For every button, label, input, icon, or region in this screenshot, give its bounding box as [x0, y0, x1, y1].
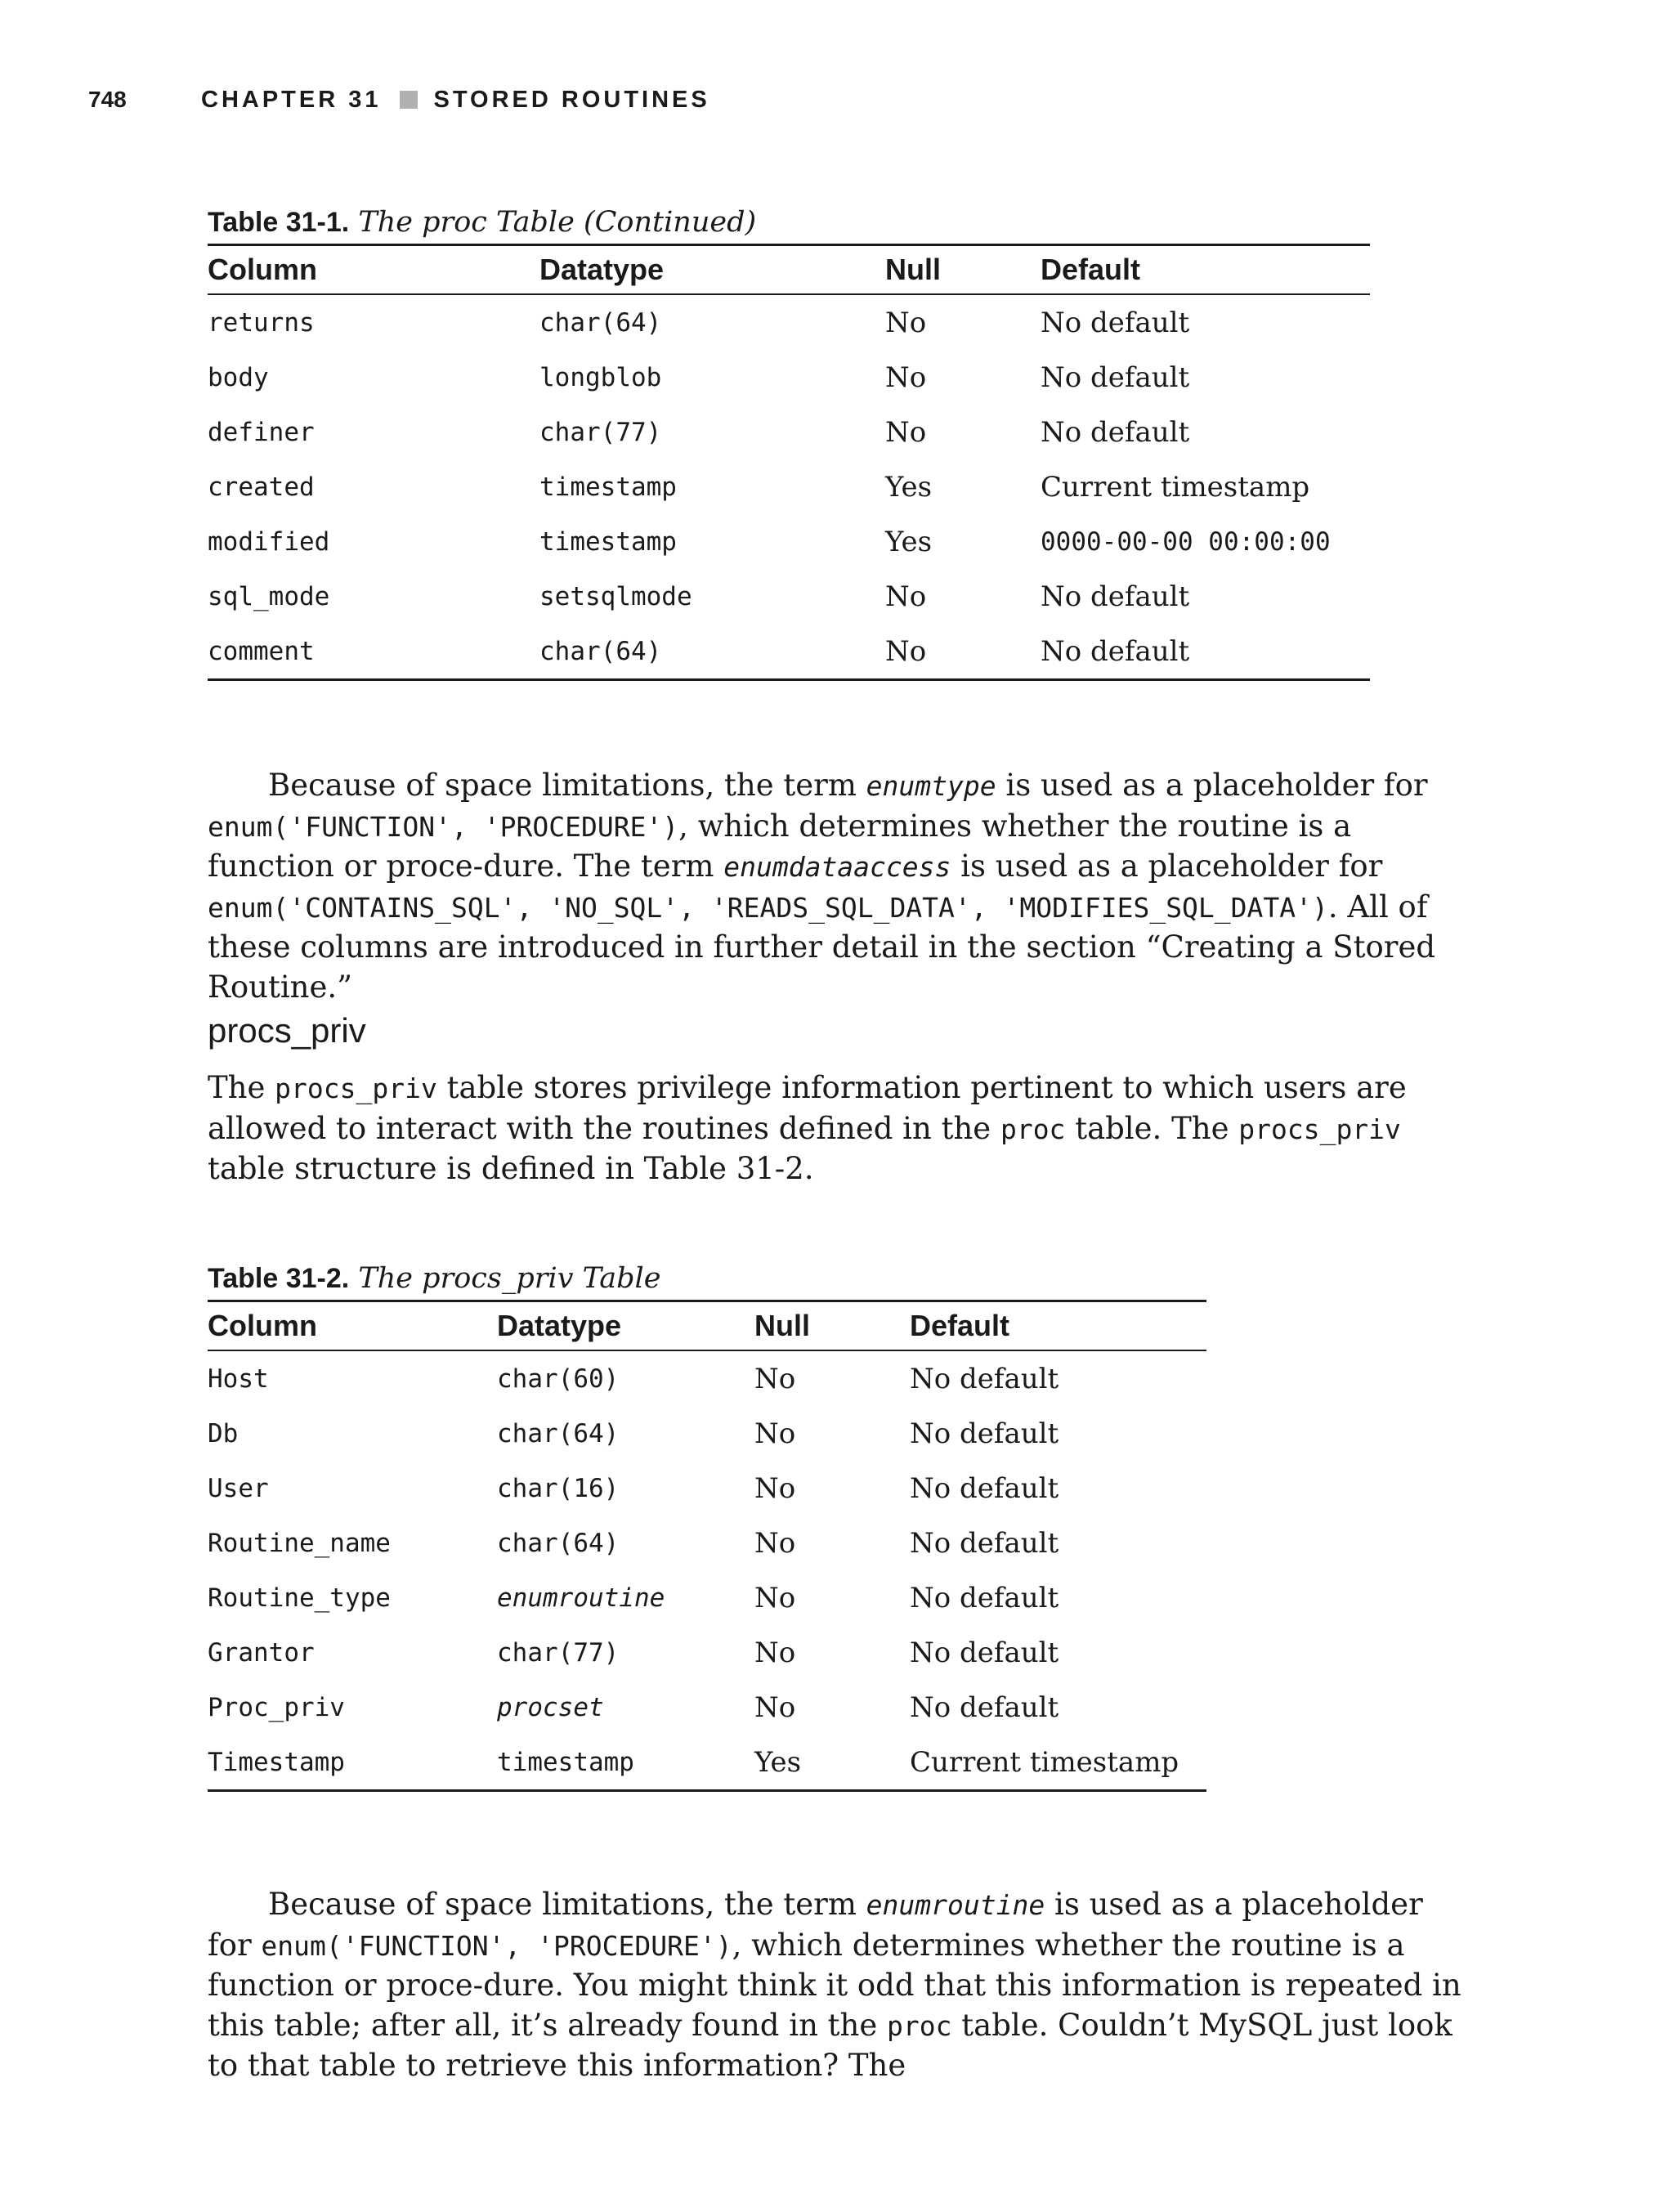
cell-null: No: [885, 306, 927, 339]
header-square-icon: [400, 91, 418, 109]
cell-datatype: char(64): [539, 636, 662, 666]
table-row: [208, 1461, 1206, 1516]
table-row: [208, 624, 1370, 678]
table-row: [208, 1516, 1206, 1570]
cell-datatype: enumroutine: [497, 1583, 665, 1613]
cell-default: No default: [910, 1471, 1059, 1505]
code-term: procs_priv: [275, 1072, 437, 1104]
cell-null: No: [754, 1636, 796, 1669]
cell-datatype: setsqlmode: [539, 581, 692, 611]
cell-column: Grantor: [208, 1637, 315, 1668]
cell-null: No: [754, 1362, 796, 1395]
cell-datatype: timestamp: [539, 472, 677, 502]
text-run: Because of space limitations, the term: [268, 768, 866, 803]
column-header: Datatype: [539, 253, 665, 286]
cell-datatype: char(64): [497, 1418, 620, 1449]
cell-default: No default: [1041, 580, 1190, 613]
cell-null: No: [885, 415, 927, 449]
text-run: table. Couldn’t MySQL just look to that table to retrieve this information? The: [208, 2007, 1452, 2083]
code-term: procs_priv: [1238, 1113, 1401, 1145]
cell-null: Yes: [754, 1745, 802, 1779]
table-row: [208, 514, 1370, 569]
cell-column: returns: [208, 307, 315, 338]
table-row: [208, 1351, 1206, 1406]
cell-null: No: [754, 1581, 796, 1614]
table-bottom-rule: [208, 678, 1370, 681]
code-term: proc: [1000, 1113, 1066, 1145]
table-row: [208, 1680, 1206, 1735]
cell-null: No: [885, 634, 927, 668]
table-row: [208, 1406, 1206, 1461]
text-run: is used as a placeholder for: [951, 849, 1383, 884]
cell-column: User: [208, 1473, 269, 1503]
table-row: [208, 295, 1370, 350]
cell-column: sql_mode: [208, 581, 330, 611]
cell-default: No default: [1041, 360, 1190, 394]
cell-column: Db: [208, 1418, 239, 1449]
cell-null: No: [754, 1417, 796, 1450]
column-header: Datatype: [497, 1309, 622, 1342]
cell-column: Proc_priv: [208, 1692, 345, 1722]
text-run: , which determines whether the routine is a function or proce-dure. You might think it odd that this information is repeated in this table; after all, it’s already found in the: [208, 1927, 1461, 2043]
text-run: table stores privilege information pertinent to which users are allowed to interact with the routines defined in the: [208, 1070, 1407, 1146]
cell-default: No default: [1041, 634, 1190, 668]
cell-column: comment: [208, 636, 315, 666]
table-caption-number: Table 31-2.: [208, 1263, 350, 1294]
cell-datatype: char(16): [497, 1473, 620, 1503]
cell-datatype: char(77): [539, 417, 662, 447]
section-heading: procs_priv: [208, 1011, 366, 1050]
table-header-row: [208, 246, 1370, 295]
column-header: Null: [754, 1309, 810, 1342]
table-row: [208, 405, 1370, 459]
table-caption-title: The procs_priv Table: [358, 1262, 661, 1295]
cell-column: Routine_type: [208, 1583, 391, 1613]
cell-datatype: char(60): [497, 1363, 620, 1394]
code-term: enumtype: [866, 770, 996, 802]
code-term: enum('FUNCTION', 'PROCEDURE'): [208, 810, 679, 843]
cell-column: created: [208, 472, 315, 502]
column-header: Column: [208, 253, 317, 286]
cell-default: 0000-00-00 00:00:00: [1041, 526, 1331, 557]
text-run: table structure is defined in Table 31-2.: [208, 1151, 814, 1186]
cell-default: No default: [910, 1417, 1059, 1450]
table-row: [208, 459, 1370, 514]
chapter-label: CHAPTER 31: [201, 86, 382, 113]
table-row: [208, 350, 1370, 405]
cell-null: No: [754, 1690, 796, 1724]
cell-default: No default: [1041, 415, 1190, 449]
table-caption-number: Table 31-1.: [208, 207, 350, 238]
page-number: 748: [88, 87, 127, 112]
table-row: [208, 1735, 1206, 1789]
cell-default: Current timestamp: [910, 1745, 1179, 1779]
cell-column: Routine_name: [208, 1528, 391, 1558]
cell-null: Yes: [885, 525, 933, 558]
cell-column: definer: [208, 417, 315, 447]
proc-table: [208, 201, 1370, 681]
table-bottom-rule: [208, 1789, 1206, 1792]
cell-null: No: [754, 1471, 796, 1505]
table-header-row: [208, 1302, 1206, 1351]
cell-default: No default: [910, 1636, 1059, 1669]
text-run: Because of space limitations, the term: [268, 1887, 866, 1922]
procs-priv-table: [208, 1257, 1206, 1792]
body-paragraph: [208, 1885, 1466, 2086]
cell-datatype: char(64): [539, 307, 662, 338]
column-header: Default: [1041, 253, 1141, 286]
body-paragraph: [208, 766, 1466, 1007]
cell-default: No default: [910, 1526, 1059, 1560]
text-run: is used as a placeholder for: [208, 1887, 1423, 1963]
cell-column: Host: [208, 1363, 269, 1394]
code-term: enum('CONTAINS_SQL', 'NO_SQL', 'READS_SQL_DATA', 'MODIFIES_SQL_DATA'): [208, 891, 1328, 924]
cell-null: No: [885, 580, 927, 613]
cell-null: No: [885, 360, 927, 394]
column-header: Null: [885, 253, 941, 286]
column-header: Column: [208, 1309, 317, 1342]
cell-datatype: timestamp: [497, 1747, 634, 1777]
code-term: proc: [887, 2009, 952, 2042]
cell-null: No: [754, 1526, 796, 1560]
code-term: enumdataaccess: [723, 851, 951, 883]
table-caption: [208, 201, 1370, 244]
table-caption-title: The proc Table (Continued): [358, 206, 757, 239]
table-row: [208, 569, 1370, 624]
cell-datatype: char(64): [497, 1528, 620, 1558]
text-run: is used as a placeholder for: [996, 768, 1428, 803]
text-run: . All of these columns are introduced in further detail in the section “Creating a Stored Routine.”: [208, 889, 1436, 1005]
cell-column: modified: [208, 526, 330, 557]
cell-default: No default: [910, 1362, 1059, 1395]
text-run: , which determines whether the routine is a function or proce-dure. The term: [208, 808, 1352, 884]
column-header: Default: [910, 1309, 1010, 1342]
cell-default: No default: [910, 1581, 1059, 1614]
table-row: [208, 1625, 1206, 1680]
cell-null: Yes: [885, 470, 933, 504]
table-row: [208, 1570, 1206, 1625]
text-run: table. The: [1065, 1110, 1239, 1146]
text-run: The: [208, 1070, 275, 1105]
code-term: enum('FUNCTION', 'PROCEDURE'): [261, 1929, 732, 1962]
cell-column: body: [208, 362, 269, 392]
cell-default: Current timestamp: [1041, 470, 1310, 504]
code-term: enumroutine: [866, 1889, 1045, 1921]
cell-datatype: timestamp: [539, 526, 677, 557]
running-header: [88, 83, 710, 116]
body-paragraph: [208, 1068, 1466, 1189]
cell-datatype: procset: [497, 1692, 604, 1722]
table-caption: [208, 1257, 1206, 1300]
cell-default: No default: [910, 1690, 1059, 1724]
running-title: STORED ROUTINES: [433, 86, 710, 113]
cell-column: Timestamp: [208, 1747, 345, 1777]
cell-default: No default: [1041, 306, 1190, 339]
cell-datatype: longblob: [539, 362, 662, 392]
cell-datatype: char(77): [497, 1637, 620, 1668]
